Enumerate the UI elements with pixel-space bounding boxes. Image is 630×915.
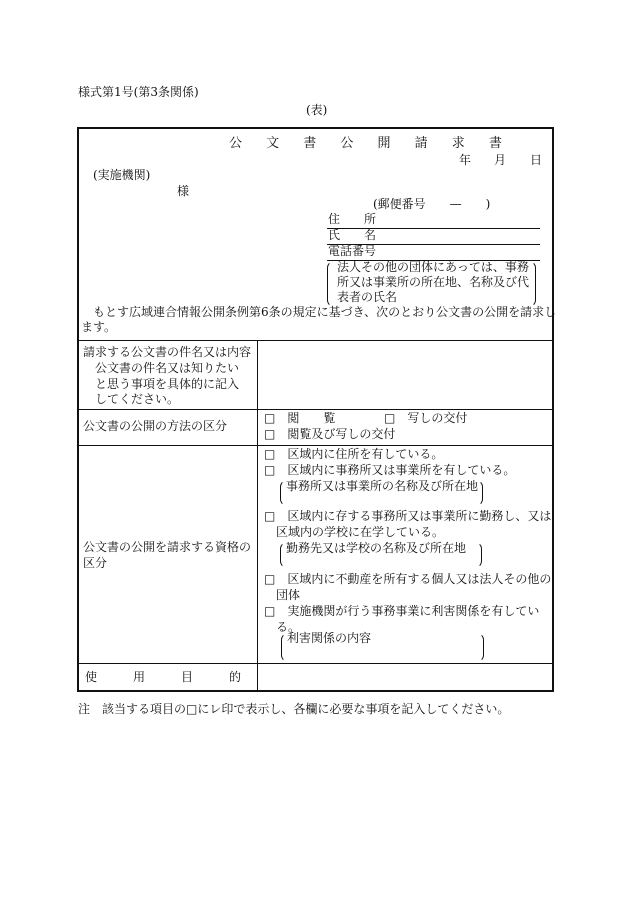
table-divider <box>79 663 552 664</box>
workplace-note: 勤務先又は学校の名称及び所在地 <box>286 541 467 555</box>
footnote: 注 該当する項目の□にレ印で表示し、各欄に必要な事項を記入してください。 <box>78 702 510 716</box>
request-statement-line: ます。 <box>81 320 117 335</box>
qualification-option-residence[interactable]: □ 区域内に住所を有している。 <box>264 447 444 461</box>
corporate-note-line: 表者の氏名 <box>337 290 398 304</box>
purpose-field[interactable] <box>261 666 551 688</box>
method-option-copy[interactable]: □ 写しの交付 <box>384 411 468 425</box>
qualification-option-line: 団体 <box>264 587 301 602</box>
corporate-note-line: 所又は事業所の所在地、名称及び代 <box>337 275 530 289</box>
phone-label: 電話番号 <box>328 244 377 258</box>
purpose-label: 使 用 目 的 <box>85 670 242 684</box>
qualification-option-office[interactable]: □ 区域内に事務所又は事業所を有している。 <box>264 463 516 477</box>
qualification-option-property[interactable] <box>264 572 551 603</box>
qualification-label-line: 公文書の公開を請求する資格の <box>83 540 252 554</box>
document-name-label <box>83 345 251 408</box>
document-name-label-line: 請求する公文書の件名又は内容 <box>83 345 252 359</box>
agency-label: (実施機関) <box>93 168 151 182</box>
request-statement <box>81 305 556 336</box>
qualification-label-line: 区分 <box>83 555 108 570</box>
date-year: 年 <box>459 153 472 167</box>
document-name-label-line: してください。 <box>83 392 180 407</box>
document-name-label-line: 公文書の件名又は知りたい <box>83 360 240 375</box>
qualification-label <box>83 540 251 572</box>
request-statement-line: もとす広域連合情報公開条例第6条の規定に基づき、次のとおり公文書の公開を請求し <box>81 305 557 319</box>
interest-note: 利害関係の内容 <box>287 631 372 645</box>
method-option-both[interactable]: □ 閲覧及び写しの交付 <box>264 427 396 441</box>
date-month: 月 <box>494 153 507 167</box>
qualification-option-line: □ 区域内に不動産を所有する個人又は法人その他の <box>264 572 552 586</box>
corporate-note <box>337 260 529 305</box>
qualification-option-work-study[interactable] <box>264 509 551 540</box>
office-note: 事務所又は事業所の名称及び所在地 <box>286 479 479 493</box>
method-option-view[interactable]: □ 閲 覧 <box>264 411 336 425</box>
table-divider <box>79 445 552 446</box>
corporate-note-line: 法人その他の団体にあっては、事務 <box>337 260 529 274</box>
qualification-option-line: 区域内の学校に在学している。 <box>264 524 445 539</box>
document-name-label-line: と思う事項を具体的に記入 <box>83 376 240 391</box>
qualification-option-line: □ 実施機関が行う事務事業に利害関係を有してい <box>264 604 540 618</box>
request-form <box>77 127 557 692</box>
honorific: 様 <box>177 184 190 198</box>
date-day: 日 <box>530 153 543 167</box>
qualification-option-line: る。 <box>264 619 301 634</box>
table-divider <box>79 340 552 341</box>
method-label: 公文書の公開の方法の区分 <box>83 419 228 433</box>
table-column-divider <box>257 340 258 692</box>
name-label: 氏 名 <box>328 228 377 242</box>
form-title: 公 文 書 公 開 請 求 書 <box>229 136 512 151</box>
qualification-option-line: □ 区域内に存する事務所又は事業所に勤務し、又は <box>264 509 552 523</box>
address-label: 住 所 <box>328 212 377 226</box>
table-divider <box>79 409 552 410</box>
document-name-field[interactable] <box>261 343 551 406</box>
postal-code-label: (郵便番号 — ) <box>373 197 491 211</box>
side-label: (表) <box>306 103 328 117</box>
form-number: 様式第1号(第3条関係) <box>78 85 199 99</box>
